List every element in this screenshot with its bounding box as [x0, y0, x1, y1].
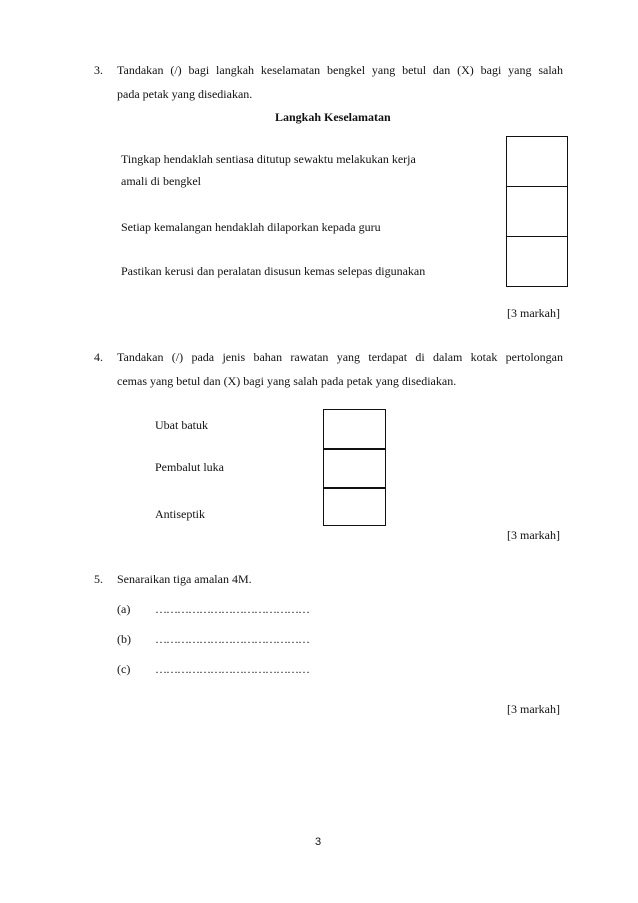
q5-answer-b-blank[interactable]: …………………………………… — [155, 632, 309, 646]
q4-answer-box-3[interactable] — [323, 487, 386, 526]
page-number: 3 — [315, 836, 322, 848]
q5-answer-b-label: (b) — [117, 632, 131, 646]
q3-heading: Langkah Keselamatan — [275, 110, 391, 124]
q5-marks: [3 markah] — [507, 702, 560, 716]
q3-question-line1: Tandakan (/) bagi langkah keselamatan bengkel yang betul dan (X) bagi yang salah — [117, 63, 563, 77]
q4-answer-box-2[interactable] — [323, 448, 386, 489]
q4-item-2: Pembalut luka — [155, 460, 224, 474]
q3-answer-box-3[interactable] — [506, 236, 568, 287]
q4-item-3: Antiseptik — [155, 507, 205, 521]
q3-answer-box-2[interactable] — [506, 186, 568, 237]
q3-marks: [3 markah] — [507, 306, 560, 320]
q3-answer-box-1[interactable] — [506, 136, 568, 187]
q5-question: Senaraikan tiga amalan 4M. — [117, 572, 252, 586]
q3-item-2: Setiap kemalangan hendaklah dilaporkan kepada guru — [121, 220, 381, 234]
q5-answer-c-blank[interactable]: …………………………………… — [155, 662, 309, 676]
q3-number: 3. — [94, 63, 103, 77]
q4-question-line2: cemas yang betul dan (X) bagi yang salah pada petak yang disediakan. — [117, 374, 457, 388]
q3-item-1-line1: Tingkap hendaklah sentiasa ditutup sewaktu melakukan kerja — [121, 152, 416, 166]
q5-answer-c-label: (c) — [117, 662, 131, 676]
q5-answer-a-label: (a) — [117, 602, 131, 616]
q3-item-3: Pastikan kerusi dan peralatan disusun kemas selepas digunakan — [121, 264, 426, 278]
q4-item-1: Ubat batuk — [155, 418, 208, 432]
q4-marks: [3 markah] — [507, 528, 560, 542]
q5-number: 5. — [94, 572, 103, 586]
q3-question-line2: pada petak yang disediakan. — [117, 87, 253, 101]
q4-answer-box-1[interactable] — [323, 409, 386, 450]
q5-answer-a-blank[interactable]: …………………………………… — [155, 602, 309, 616]
q4-number: 4. — [94, 350, 103, 364]
q3-item-1-line2: amali di bengkel — [121, 174, 201, 188]
q4-question-line1: Tandakan (/) pada jenis bahan rawatan yang terdapat di dalam kotak pertolongan — [117, 350, 563, 364]
